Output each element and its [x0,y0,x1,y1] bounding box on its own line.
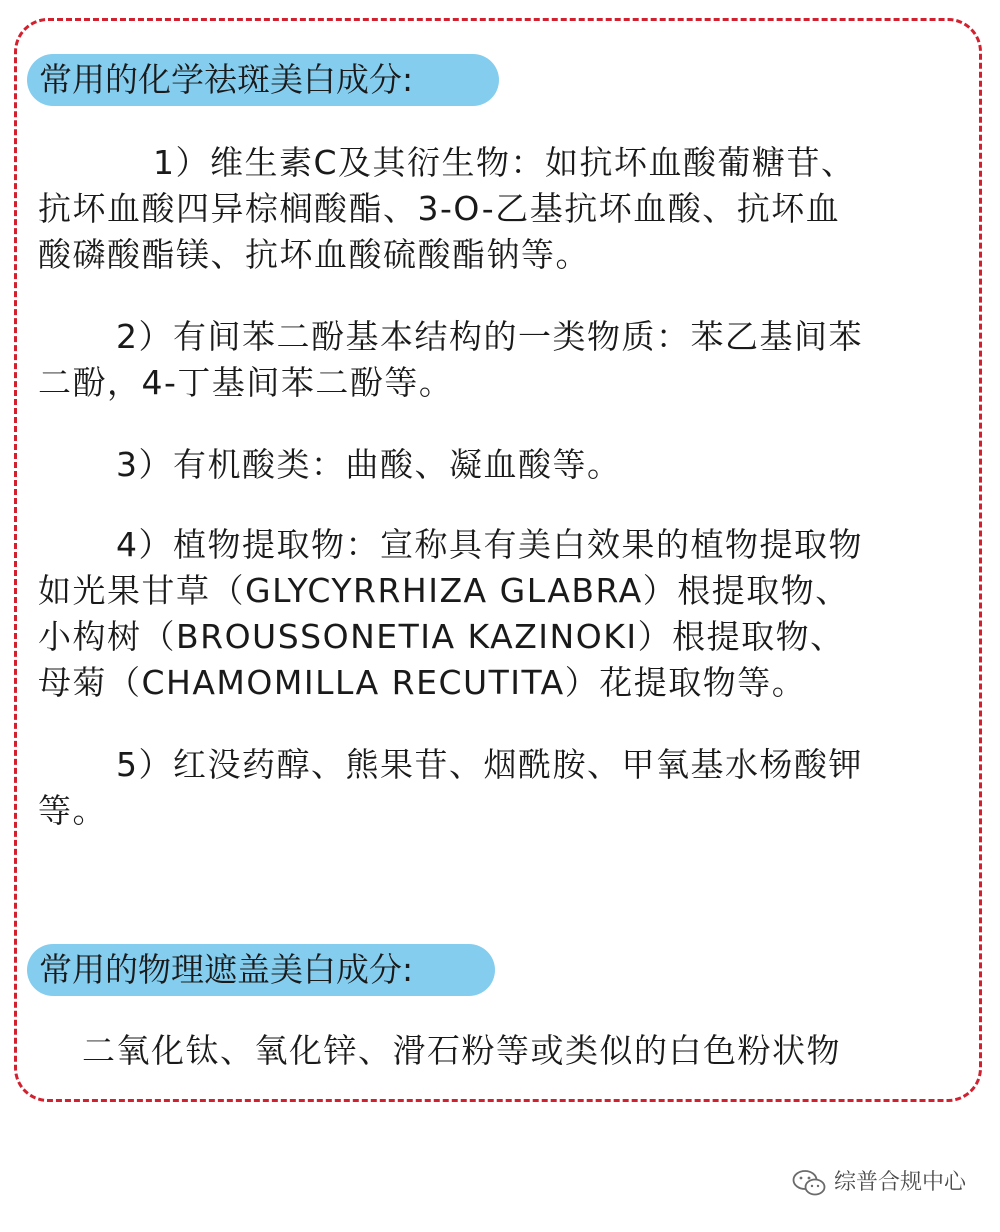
footer-account-name: 综普合规中心 [833,1170,966,1195]
section-heading-chemical: 常用的化学祛斑美白成分: [27,54,499,106]
list-item [38,314,978,406]
item-5-line-2: 等。 [38,791,107,830]
physical-ingredients-text: 二氧化钛、氧化锌、滑石粉等或类似的白色粉状物 [82,1031,841,1070]
item-1-line-2: 抗坏血酸四异棕榈酸酯、3-O-乙基抗坏血酸、抗坏血 [38,189,841,228]
list-item [38,742,978,834]
item-4-line-1: 4）植物提取物：宣称具有美白效果的植物提取物 [116,525,863,564]
item-2-line-1: 2）有间苯二酚基本结构的一类物质：苯乙基间苯 [116,317,863,356]
item-1-line-3: 酸磷酸酯镁、抗坏血酸硫酸酯钠等。 [38,235,590,274]
item-4-line-3: 小构树（BROUSSONETIA KAZINOKI）根提取物、 [38,617,845,656]
section-heading-physical: 常用的物理遮盖美白成分: [27,944,495,996]
wechat-icon [792,1169,826,1197]
list-item [38,140,978,278]
item-2-line-2: 二酚，4-丁基间苯二酚等。 [38,363,454,402]
list-item [38,522,978,706]
item-1-line-1: 1）维生素C及其衍生物：如抗坏血酸葡糖苷、 [153,143,856,182]
item-3-line-1: 3）有机酸类：曲酸、凝血酸等。 [116,445,622,484]
list-item [38,442,978,488]
footer-watermark [792,1168,966,1198]
item-4-line-2: 如光果甘草（GLYCYRRHIZA GLABRA）根提取物、 [38,571,850,610]
item-4-line-4: 母菊（CHAMOMILLA RECUTITA）花提取物等。 [38,663,807,702]
item-5-line-1: 5）红没药醇、熊果苷、烟酰胺、甲氧基水杨酸钾 [116,745,863,784]
